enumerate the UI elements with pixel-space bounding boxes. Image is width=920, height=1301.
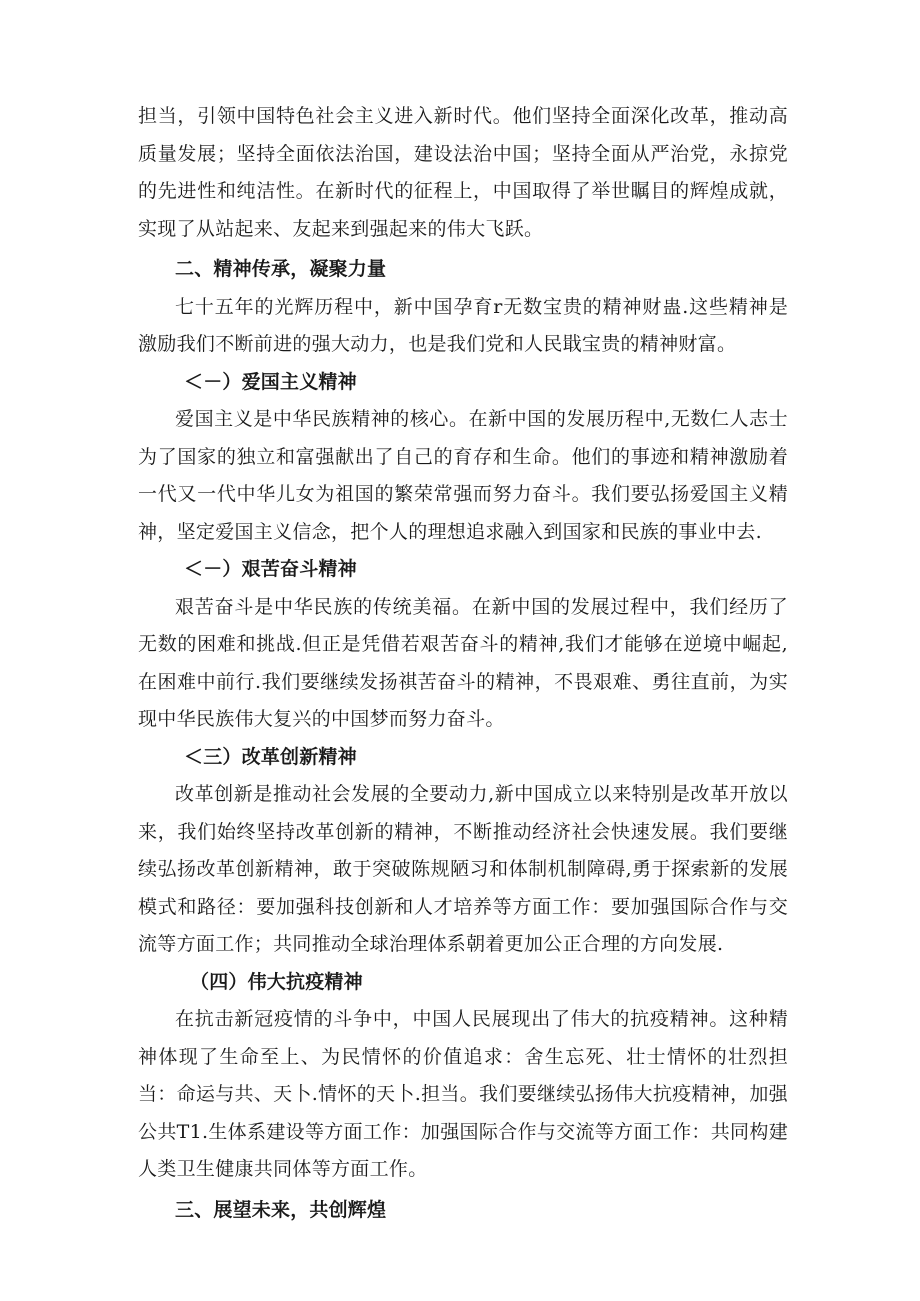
subheading-hard-work: ＜－）艰苦奋斗精神 bbox=[184, 558, 357, 580]
paragraph-continuation: 担当，引领中国特色社会主义进入新时代。他们坚持全面深化改革，推动高质量发展；坚持全面依法治国，建设法治中国；坚持全面从严治党，永掠党的先进性和纯洁性。在新时代的征程上，中国取得了举世瞩目的辉煌成就，实现了从站起来、友起来到强起来的伟大飞跃。 bbox=[138, 105, 788, 240]
subheading-reform: ＜三）改革创新精神 bbox=[184, 745, 357, 768]
subheading-patriotism: ＜－）爱国主义精神 bbox=[184, 370, 357, 393]
paragraph-hard-work: 艰苦奋斗是中华民族的传统美福。在新中国的发展过程中，我们经历了无数的困难和挑战.但正是凭借若艰苦奋斗的精神,我们才能够在逆境中崛起,在困难中前行.我们要继续发扬祺苦奋斗的精神，不畏艰难、勇往直前，为实现中华民族伟大复兴的中国梦而努力奋斗。 bbox=[138, 595, 788, 730]
paragraph-reform: 改革创新是推动社会发展的全要动力,新中国成立以来特别是改革开放以来，我们始终坚持改革创新的精神，不断推动经济社会快速发展。我们要继续弘扬改革创新精神，敢于突破陈规陋习和体制机制障碍,勇于探索新的发展模式和路径：要加强科技创新和人才培养等方面工作：要加强国际合作与交流等方面工作；共同推动全球治理体系朝着更加公正合理的方向发展. bbox=[138, 783, 788, 955]
paragraph-patriotism: 爱国主义是中华民族精神的核心。在新中国的发展历程中,无数仁人志士为了国家的独立和富强献出了自己的育存和生命。他们的事迹和精神激励着一代又一代中华儿女为祖国的繁荣常强而努力奋斗。我们要弘扬爱国主义精神，坚定爱国主义信念，把个人的理想追求融入到国家和民族的事业中去. bbox=[138, 408, 788, 543]
document-page bbox=[138, 98, 788, 1229]
subheading-anti-epidemic: （四）伟大抗疫精神 bbox=[190, 970, 363, 993]
section-heading-3: 三、展望未来，共创辉煌 bbox=[175, 1198, 387, 1221]
paragraph-intro: 七十五年的光辉历程中，新中国孕育r无数宝贵的精神财蛊.这些精神是激励我们不断前进的强大动力，也是我们党和人民戢宝贵的精神财富。 bbox=[138, 295, 788, 355]
paragraph-anti-epidemic: 在抗击新冠疫情的斗争中，中国人民展现出了伟大的抗疫精神。这种精神体现了生命至上、为民情怀的价值追求：舍生忘死、壮士情怀的壮烈担当：命运与共、天卜.情怀的天卜.担当。我们要继续弘扬伟大抗疫精神，加强公共T1.生体系建设等方面工作：加强国际合作与交流等方面工作：共同构建人类卫生健康共同体等方面工作。 bbox=[138, 1008, 788, 1180]
section-heading-2: 二、精神传承，凝聚力量 bbox=[175, 258, 387, 280]
